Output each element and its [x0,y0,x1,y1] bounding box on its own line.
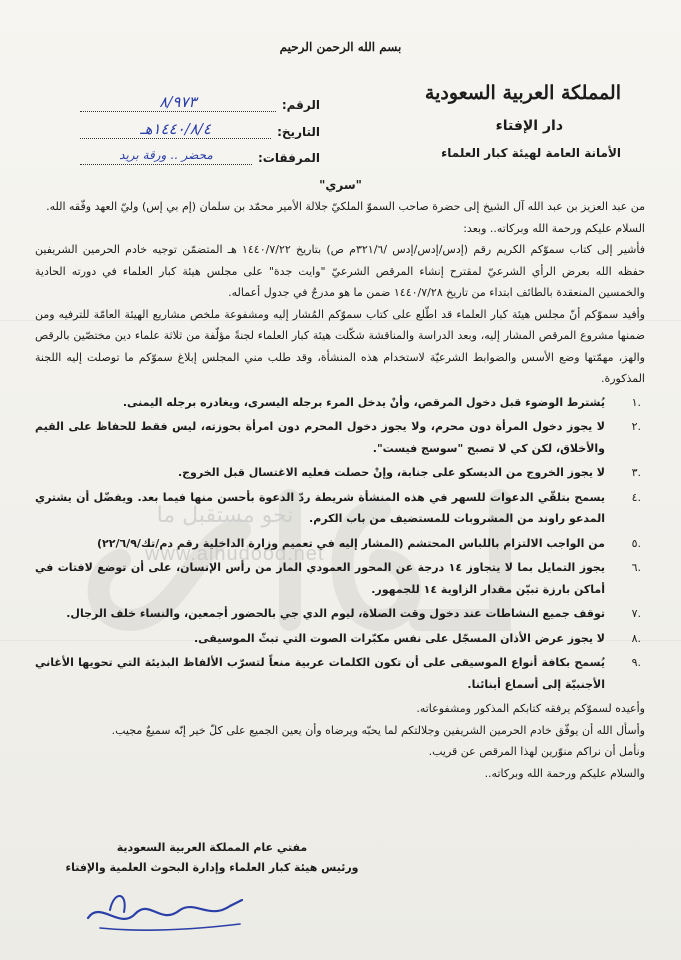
list-item-text: لا يجوز الخروج من الديسكو على جنابة، وإنْ حصلت فعليه الاغتسال قبل الخروج. [177,466,605,479]
watermark-url: www.alhudood.net [145,543,325,565]
closing-line: وأعيده لسموّكم يرفقه كتابكم المذكور ومشفوعاته. [416,702,645,715]
closing-line: والسلام عليكم ورحمة الله وبركاته.. [484,766,645,780]
list-item-number: .٢ [631,420,641,433]
rules-list [35,392,645,696]
classification-label: "سري" [319,178,362,192]
list-item [35,416,645,459]
paragraph-committee: وأفيد سموّكم أنّ مجلس هيئة كبار العلماء قد اطّلع على كتاب سموّكم المُشار إليه ومشفوعة ملخص مشاريع الهيئة العامّة للترفيه ومن ضمنها مشروع المرقص المشار إليه، وبعد الدراسة والمناقشة شكّلت هيئة كبار العلماء لجنةً مؤلّفة من ثلاثة علماء دين مختصّين بالرقص والهز، مهمّتها وضع الأسس والضوابط الشرعيّة لاستخدام هذه المنشأة، وقد طلب مني المجلس إبلاغ سموّكم ما توصلت إليه اللجنة المذكورة. [35,307,645,385]
date-label: التاريخ: [277,125,320,139]
signatory-title: مفتي عام المملكة العربية السعودية [116,841,308,854]
list-item [35,652,645,695]
list-item [35,392,645,414]
list-item [35,462,645,484]
signature-block [62,838,362,878]
list-item-number: .٥ [631,536,641,550]
list-item-text: لا يجوز دخول المرأة دون محرم، ولا يجوز دخول المحرم دون امرأة بحوزته، ليس فقط للحفاظ على القيم والأخلاق، لكن كي لا تصبح "سوسج فيست". [35,420,605,455]
list-item-number: .١ [631,395,641,409]
watermark-slogan: نحو مستقبل ما [156,503,294,528]
list-item-number: .٤ [631,490,641,504]
closing-line: ونأمل أن نراكم منوّرين لهذا المرقص عن قريب. [428,745,645,758]
reference-number-label: الرقم: [281,98,320,112]
list-item [35,533,645,555]
attachments-row [80,145,320,165]
kingdom-title: المملكة العربية السعودية [424,82,621,104]
attachments-value: محضر .. ورقة بريد [80,146,252,165]
list-item-text: من الواجب الالتزام باللباس المحتشم (المشار إليه في تعميم وزارة الداخلية رقم دم/تك/٢٢/٦/٩) [96,536,605,550]
signatory-position: ورئيس هيئة كبار العلماء وإدارة البحوث العلمية والإفتاء [65,861,359,874]
list-item-text: يُشترط الوضوء قبل دخول المرقص، وأنْ يدخل المرء برجله اليسرى، ويغادره برجله اليمنى. [122,395,605,409]
list-item-text: لا يجوز عرض الأذان المسجّل على نفس مكبّرات الصوت التي تبثّ الموسيقى. [193,631,605,645]
basmala: بسم الله الرحمن الرحيم [279,40,402,54]
reference-number-value: ٨/٩٧٣ [80,93,276,112]
department-title: دار الإفتاء [495,118,563,134]
list-item [35,628,645,650]
list-item-text: يُسمح بكافة أنواع الموسيقى على أن تكون الكلمات عربية منعاً لتسرّب الألفاظ البذيئة التي تحويها الأغاني الأجنبيّة إلى أسماع أبنائنا. [35,656,605,691]
paragraph-reference: فأشير إلى كتاب سموّكم الكريم رقم (إدس/إدس/إدس /٣٢١/٦م ص) بتاريخ ١٤٤٠/٧/٢٢ هـ المتضمّن توجيه خادم الحرمين الشريفين حفظه الله بعرض الرأي الشرعيّ لمقترح إنشاء المرقص الشرعيّ "وايت جدة" على مجلس هيئة كبار العلماء في دورته الحادية والخمسين المنعقدة بالطائف ابتداء من تاريخ ١٤٤٠/٧/٢٨ ضمن ما هو مدرجٌ في جدول أعماله. [35,243,645,299]
list-item-text: يسمح بتلقّي الدعوات للسهر في هذه المنشأة شريطة ردّ الدعوة بأحسن منها فيما بعد. ويفضّل أن يشتري المدعو راوند من المشروبات للمستضيف من باب الكرم. [35,490,605,525]
list-item-number: .٩ [631,656,641,669]
secretariat-title: الأمانة العامة لهيئة كبار العلماء [441,146,621,160]
greeting-line: السلام عليكم ورحمة الله وبركاته.. وبعد: [463,221,645,235]
list-item-text: يجوز التمايل بما لا يتجاوز ١٤ درجة عن المحور العمودي المار من رأس الإنسان، على أن توضع لافتات في أماكن بارزة تبيّن مقدار الزاوية ١٤ للجمهور. [35,561,605,596]
list-item [35,487,645,530]
date-row [80,119,320,139]
list-item-number: .٧ [631,607,641,620]
list-item-number: .٨ [631,631,641,645]
closing-line: وأسأل الله أن يوفّق خادم الحرمين الشريفين وجلالتكم لما يحبّه ويرضاه وأن يعين الجميع على كلّ خير إنّه سميعٌ مجيب. [111,723,645,737]
date-value: ١٤٤٠/٨/٤هـ [80,120,271,139]
list-item [35,603,645,625]
list-item-text: توقف جميع النشاطات عند دخول وقت الصلاة، ليوم الدي جي بالحضور أجمعين، والنساء خلف الرجال. [66,607,605,620]
addressee-paragraph: من عبد العزيز بن عبد الله آل الشيخ إلى حضرة صاحب السموّ الملكيّ جلالة الأمير محمّد بن سلمان (إم بي إس) وليّ العهد وفّقه الله. [46,200,645,213]
handwritten-signature [80,880,250,940]
reference-number-row [80,92,320,112]
list-item-number: .٦ [631,561,641,574]
list-item-number: .٣ [631,466,641,479]
attachments-label: المرفقات: [258,151,320,165]
letter-body [35,196,645,784]
list-item [35,557,645,600]
